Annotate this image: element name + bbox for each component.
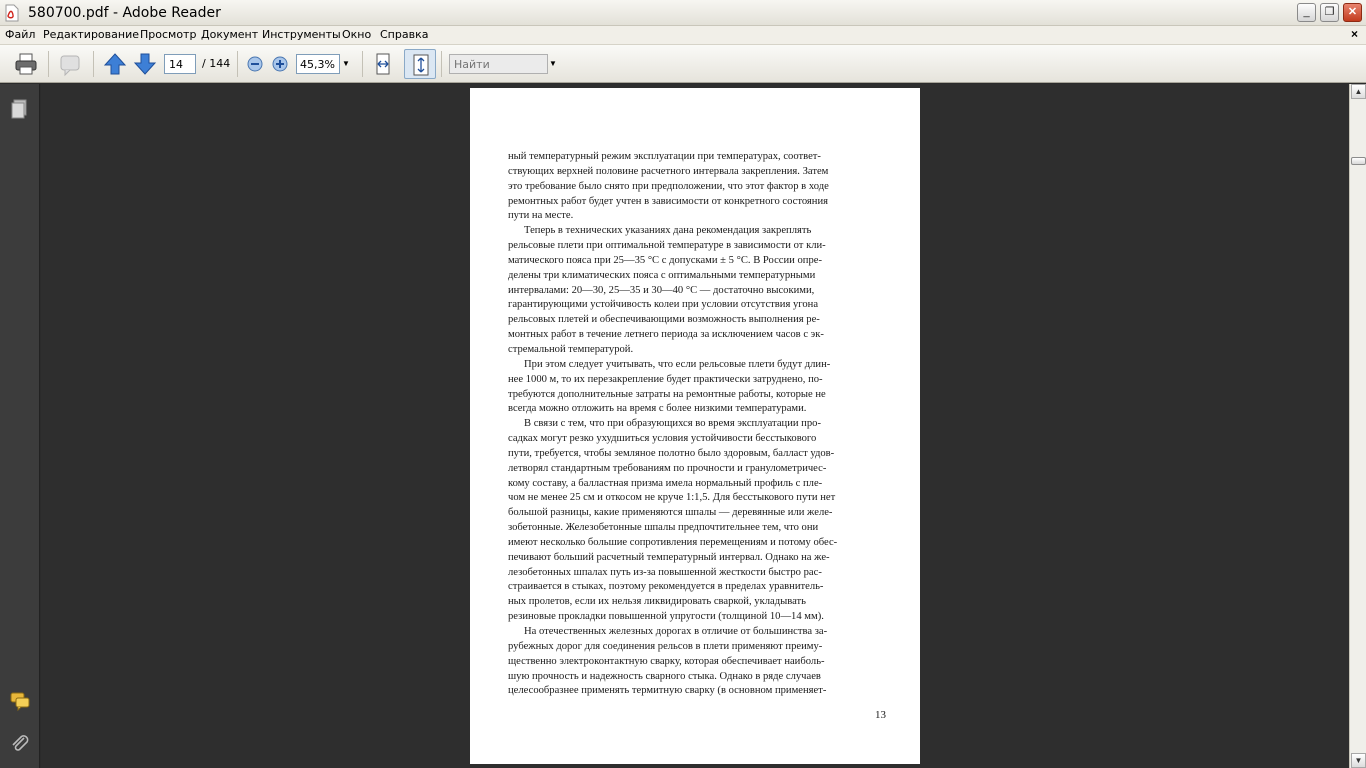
- scroll-up-icon: ▲: [1354, 87, 1363, 96]
- text-line: целесообразнее применять термитную сварку (в основном применяет-: [508, 685, 827, 697]
- text-line: рубежных дорог для соединения рельсов в плети применяют преиму-: [508, 640, 823, 652]
- text-line: пути на месте.: [508, 210, 574, 222]
- find-dropdown-icon[interactable]: ▼: [549, 59, 557, 68]
- page-number-input[interactable]: [164, 54, 196, 74]
- text-line: это требование было снято при предположении, что этот фактор в ходе: [508, 180, 829, 192]
- close-document-icon[interactable]: ×: [1350, 27, 1358, 41]
- next-page-icon[interactable]: [132, 51, 158, 77]
- text-line: требуются дополнительные затраты на ремонтные работы, которые не: [508, 388, 826, 400]
- menu-tools[interactable]: Инструменты: [262, 28, 341, 41]
- text-line: всегда можно отложить на время с более низкими температурами.: [508, 403, 807, 415]
- scroll-thumb[interactable]: [1351, 157, 1366, 165]
- menu-document[interactable]: Документ: [201, 28, 259, 41]
- minimize-icon: _: [1303, 6, 1310, 18]
- zoom-out-icon[interactable]: [242, 51, 268, 77]
- close-icon: ✕: [1347, 6, 1358, 18]
- fit-width-icon[interactable]: [370, 51, 396, 77]
- text-line: монтных работ в течение летнего периода за исключением часов с эк-: [508, 329, 824, 341]
- toolbar: [0, 45, 1366, 83]
- pdf-page: [470, 88, 920, 764]
- menu-view[interactable]: Просмотр: [140, 28, 197, 41]
- text-line: зобетонные. Железобетонные шпалы предпочтительнее тем, что они: [508, 522, 819, 534]
- page-text-body: [508, 150, 882, 699]
- text-line: лезобетонных шпалах путь из-за повышенной жесткости быстро рас-: [508, 566, 822, 578]
- scroll-down-button[interactable]: [1351, 753, 1366, 768]
- text-line: шую прочность и надежность сварного стыка. Однако в ряде случаев: [508, 670, 821, 682]
- text-line: ный температурный режим эксплуатации при температурах, соответ-: [508, 151, 821, 162]
- find-input[interactable]: [449, 54, 548, 74]
- scroll-down-icon: ▼: [1354, 756, 1363, 765]
- text-line: нее 1000 м, то их перезакрепление будет практически затруднено, по-: [508, 373, 823, 385]
- text-line: большой разницы, какие применяются шпалы — деревянные или желе-: [508, 507, 833, 519]
- text-line: гарантирующими устойчивость колеи при условии отсутствия угона: [508, 299, 819, 311]
- toolbar-separator: [48, 51, 49, 77]
- text-line: садках могут резко ухудшиться условия устойчивости бесстыкового: [508, 433, 817, 445]
- text-line: При этом следует учитывать, что если рельсовые плети будут длин-: [524, 358, 831, 370]
- restore-icon: ❐: [1324, 6, 1335, 18]
- maximize-button[interactable]: [1320, 3, 1339, 22]
- text-line: страивается в стыках, поэтому рекомендуется в пределах уравнитель-: [508, 581, 824, 593]
- toolbar-separator: [441, 51, 442, 77]
- menu-edit[interactable]: Редактирование: [43, 28, 139, 41]
- menu-bar: [0, 26, 1366, 45]
- text-line: чом не менее 25 см и откосом не круче 1:1,5. Для бесстыкового пути нет: [508, 492, 836, 504]
- toolbar-separator: [362, 51, 363, 77]
- text-line: стремальной температурой.: [508, 343, 634, 355]
- scroll-up-button[interactable]: [1351, 84, 1366, 99]
- text-line: На отечественных железных дорогах в отличие от большинства за-: [524, 626, 828, 637]
- text-line: ремонтных работ будет учтен в зависимости от конкретного состояния: [508, 195, 829, 207]
- text-line: пути, требуется, чтобы земляное полотно было здоровым, балласт удов-: [508, 447, 835, 459]
- menu-help[interactable]: Справка: [380, 28, 429, 41]
- title-bar: [0, 0, 1366, 26]
- comment-tool-icon[interactable]: [57, 51, 83, 77]
- text-line: рельсовые плети при оптимальной температуре в зависимости от кли-: [508, 240, 826, 252]
- zoom-in-icon[interactable]: [267, 51, 293, 77]
- text-line: щественно электроконтактную сварку, которая обеспечивает наиболь-: [508, 655, 825, 667]
- text-line: имеют несколько большие сопротивления перемещениям и потому обес-: [508, 536, 838, 548]
- text-line: рельсовых плетей и обеспечивающими возможность выполнения ре-: [508, 314, 820, 326]
- text-line: ных пролетов, если их нельзя ликвидировать сваркой, укладывать: [508, 596, 806, 608]
- previous-page-icon[interactable]: [102, 51, 128, 77]
- pdf-document-icon: [4, 4, 20, 22]
- toolbar-separator: [93, 51, 94, 77]
- text-line: ствующих верхней половине расчетного интервала закрепления. Затем: [508, 165, 829, 177]
- text-line: интервалами: 20—30, 25—35 и 30—40 °С — достаточно высокими,: [508, 284, 815, 296]
- toolbar-separator: [237, 51, 238, 77]
- text-line: делены три климатических пояса с оптимальными температурными: [508, 269, 816, 281]
- minimize-button[interactable]: [1297, 3, 1316, 22]
- text-line: летворял стандартным требованиям по прочности и гранулометричес-: [508, 462, 827, 474]
- vertical-scrollbar[interactable]: [1349, 84, 1366, 768]
- page-number-label: 13: [875, 709, 886, 721]
- fit-page-button[interactable]: [404, 49, 436, 79]
- text-line: матического пояса при 25—35 °С с допусками ± 5 °С. В России опре-: [508, 254, 822, 266]
- comments-panel-icon[interactable]: [9, 690, 31, 712]
- page-total-label: / 144: [202, 57, 231, 70]
- text-line: резиновые прокладки повышенной упругости (толщиной 10—14 мм).: [508, 611, 824, 623]
- zoom-dropdown-icon[interactable]: ▼: [342, 59, 350, 68]
- close-button[interactable]: [1343, 3, 1362, 22]
- print-icon[interactable]: [13, 51, 39, 77]
- document-viewport[interactable]: [41, 84, 1349, 768]
- text-line: В связи с тем, что при образующихся во время эксплуатации про-: [524, 418, 821, 430]
- menu-file[interactable]: Файл: [5, 28, 36, 41]
- text-line: Теперь в технических указаниях дана рекомендация закреплять: [524, 225, 812, 237]
- attachments-panel-icon[interactable]: [9, 732, 31, 754]
- fit-page-icon: [408, 52, 434, 78]
- menu-window[interactable]: Окно: [342, 28, 372, 41]
- navigation-panel: [0, 84, 40, 768]
- text-line: печивают больший расчетный температурный интервал. Однако на же-: [508, 551, 830, 563]
- pages-panel-icon[interactable]: [9, 98, 31, 120]
- zoom-level-input[interactable]: [296, 54, 340, 74]
- text-line: кому составу, а балластная призма имела нормальный профиль с пле-: [508, 477, 823, 489]
- window-title: 580700.pdf - Adobe Reader: [28, 5, 221, 21]
